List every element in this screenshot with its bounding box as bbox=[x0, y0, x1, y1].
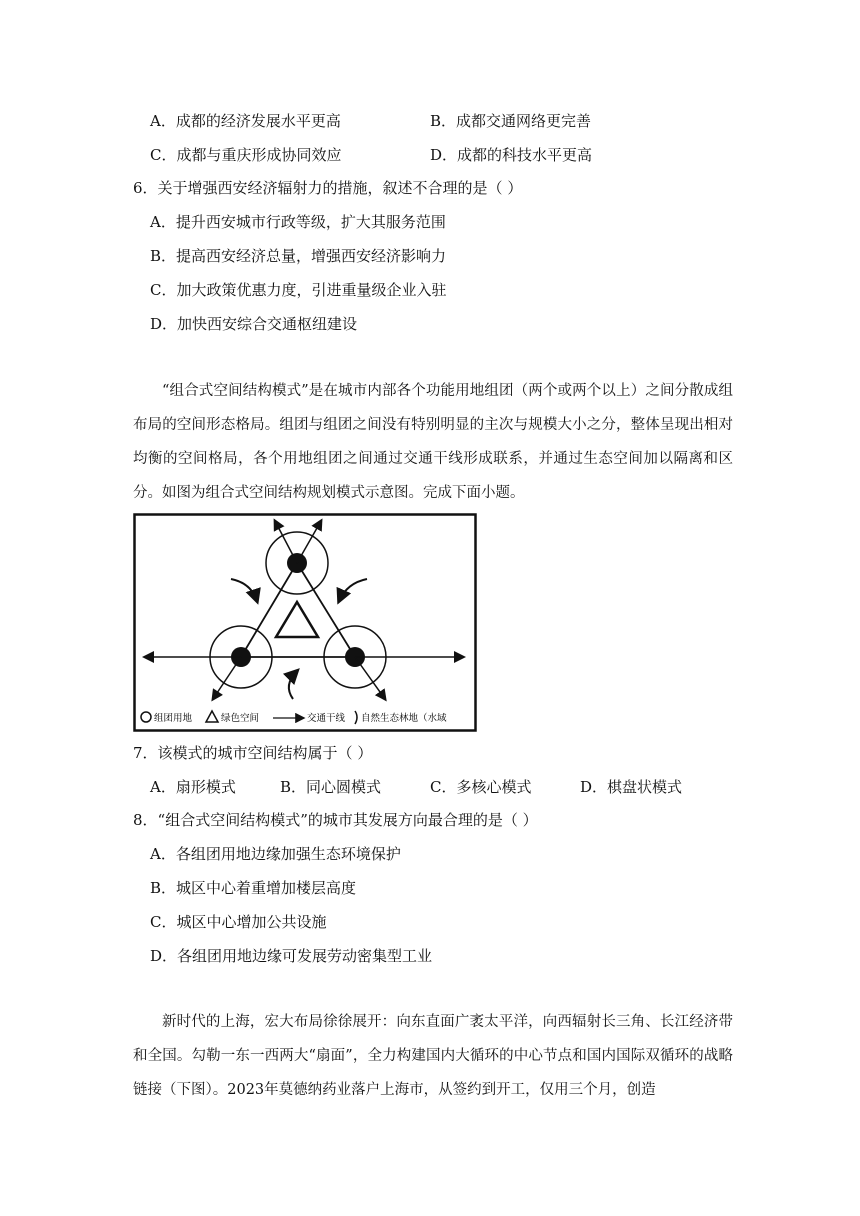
q7-option-d: D．棋盘状模式 bbox=[580, 778, 683, 796]
q7-stem: 7．该模式的城市空间结构属于（ ） bbox=[133, 744, 373, 762]
passage-combined-structure: “组合式空间结构模式”是在城市内部各个功能用地组团（两个或两个以上）之间分散成组布局的空间形态格局。组团与组团之间没有特别明显的主次与规模大小之分，整体呈现出相对均衡的空间格局，各个用地组团之间通过交通干线形成联系，并通过生态空间加以隔离和区分。如图为组合式空间结构规划模式示意图。完成下面小题。 bbox=[133, 383, 733, 501]
legend-green-space: 绿色空间 bbox=[221, 713, 260, 724]
combined-structure-diagram bbox=[133, 513, 477, 732]
q5-option-c: C．成都与重庆形成协同效应 bbox=[150, 146, 342, 164]
legend-eco: 自然生态林地（水域 bbox=[361, 713, 447, 724]
q7-option-c: C．多核心模式 bbox=[430, 778, 532, 796]
q8-option-b: B．城区中心着重增加楼层高度 bbox=[150, 879, 357, 897]
q6-option-c: C．加大政策优惠力度，引进重量级企业入驻 bbox=[150, 281, 447, 299]
q6-option-b: B．提高西安经济总量，增强西安经济影响力 bbox=[150, 247, 447, 265]
diagram-svg bbox=[133, 513, 477, 732]
q8-option-a: A．各组团用地边缘加强生态环境保护 bbox=[150, 845, 401, 863]
q6-option-d: D．加快西安综合交通枢纽建设 bbox=[150, 315, 358, 333]
q6-stem: 6．关于增强西安经济辐射力的措施，叙述不合理的是（ ） bbox=[133, 179, 523, 197]
q8-stem: 8．“组合式空间结构模式”的城市其发展方向最合理的是（ ） bbox=[133, 811, 538, 829]
legend-traffic: 交通干线 bbox=[307, 713, 346, 724]
q5-option-b: B．成都交通网络更完善 bbox=[430, 112, 592, 130]
legend-group-land: 组团用地 bbox=[154, 713, 193, 724]
q7-option-b: B．同心圆模式 bbox=[280, 778, 382, 796]
q8-option-c: C．城区中心增加公共设施 bbox=[150, 913, 327, 931]
q8-option-d: D．各组团用地边缘可发展劳动密集型工业 bbox=[150, 947, 433, 965]
q5-option-a: A．成都的经济发展水平更高 bbox=[150, 112, 341, 130]
diagram-frame bbox=[135, 515, 476, 731]
passage-shanghai: 新时代的上海，宏大布局徐徐展开：向东直面广袤太平洋，向西辐射长三角、长江经济带和全国。勾勒一东一西两大“扇面”，全力构建国内大循环的中心节点和国内国际双循环的战略链接（下图）。2023年莫德纳药业落户上海市，从签约到开工，仅用三个月，创造 bbox=[133, 1014, 733, 1098]
q5-option-d: D．成都的科技水平更高 bbox=[430, 146, 593, 164]
q6-option-a: A．提升西安城市行政等级，扩大其服务范围 bbox=[150, 213, 446, 231]
q7-option-a: A．扇形模式 bbox=[150, 778, 236, 796]
